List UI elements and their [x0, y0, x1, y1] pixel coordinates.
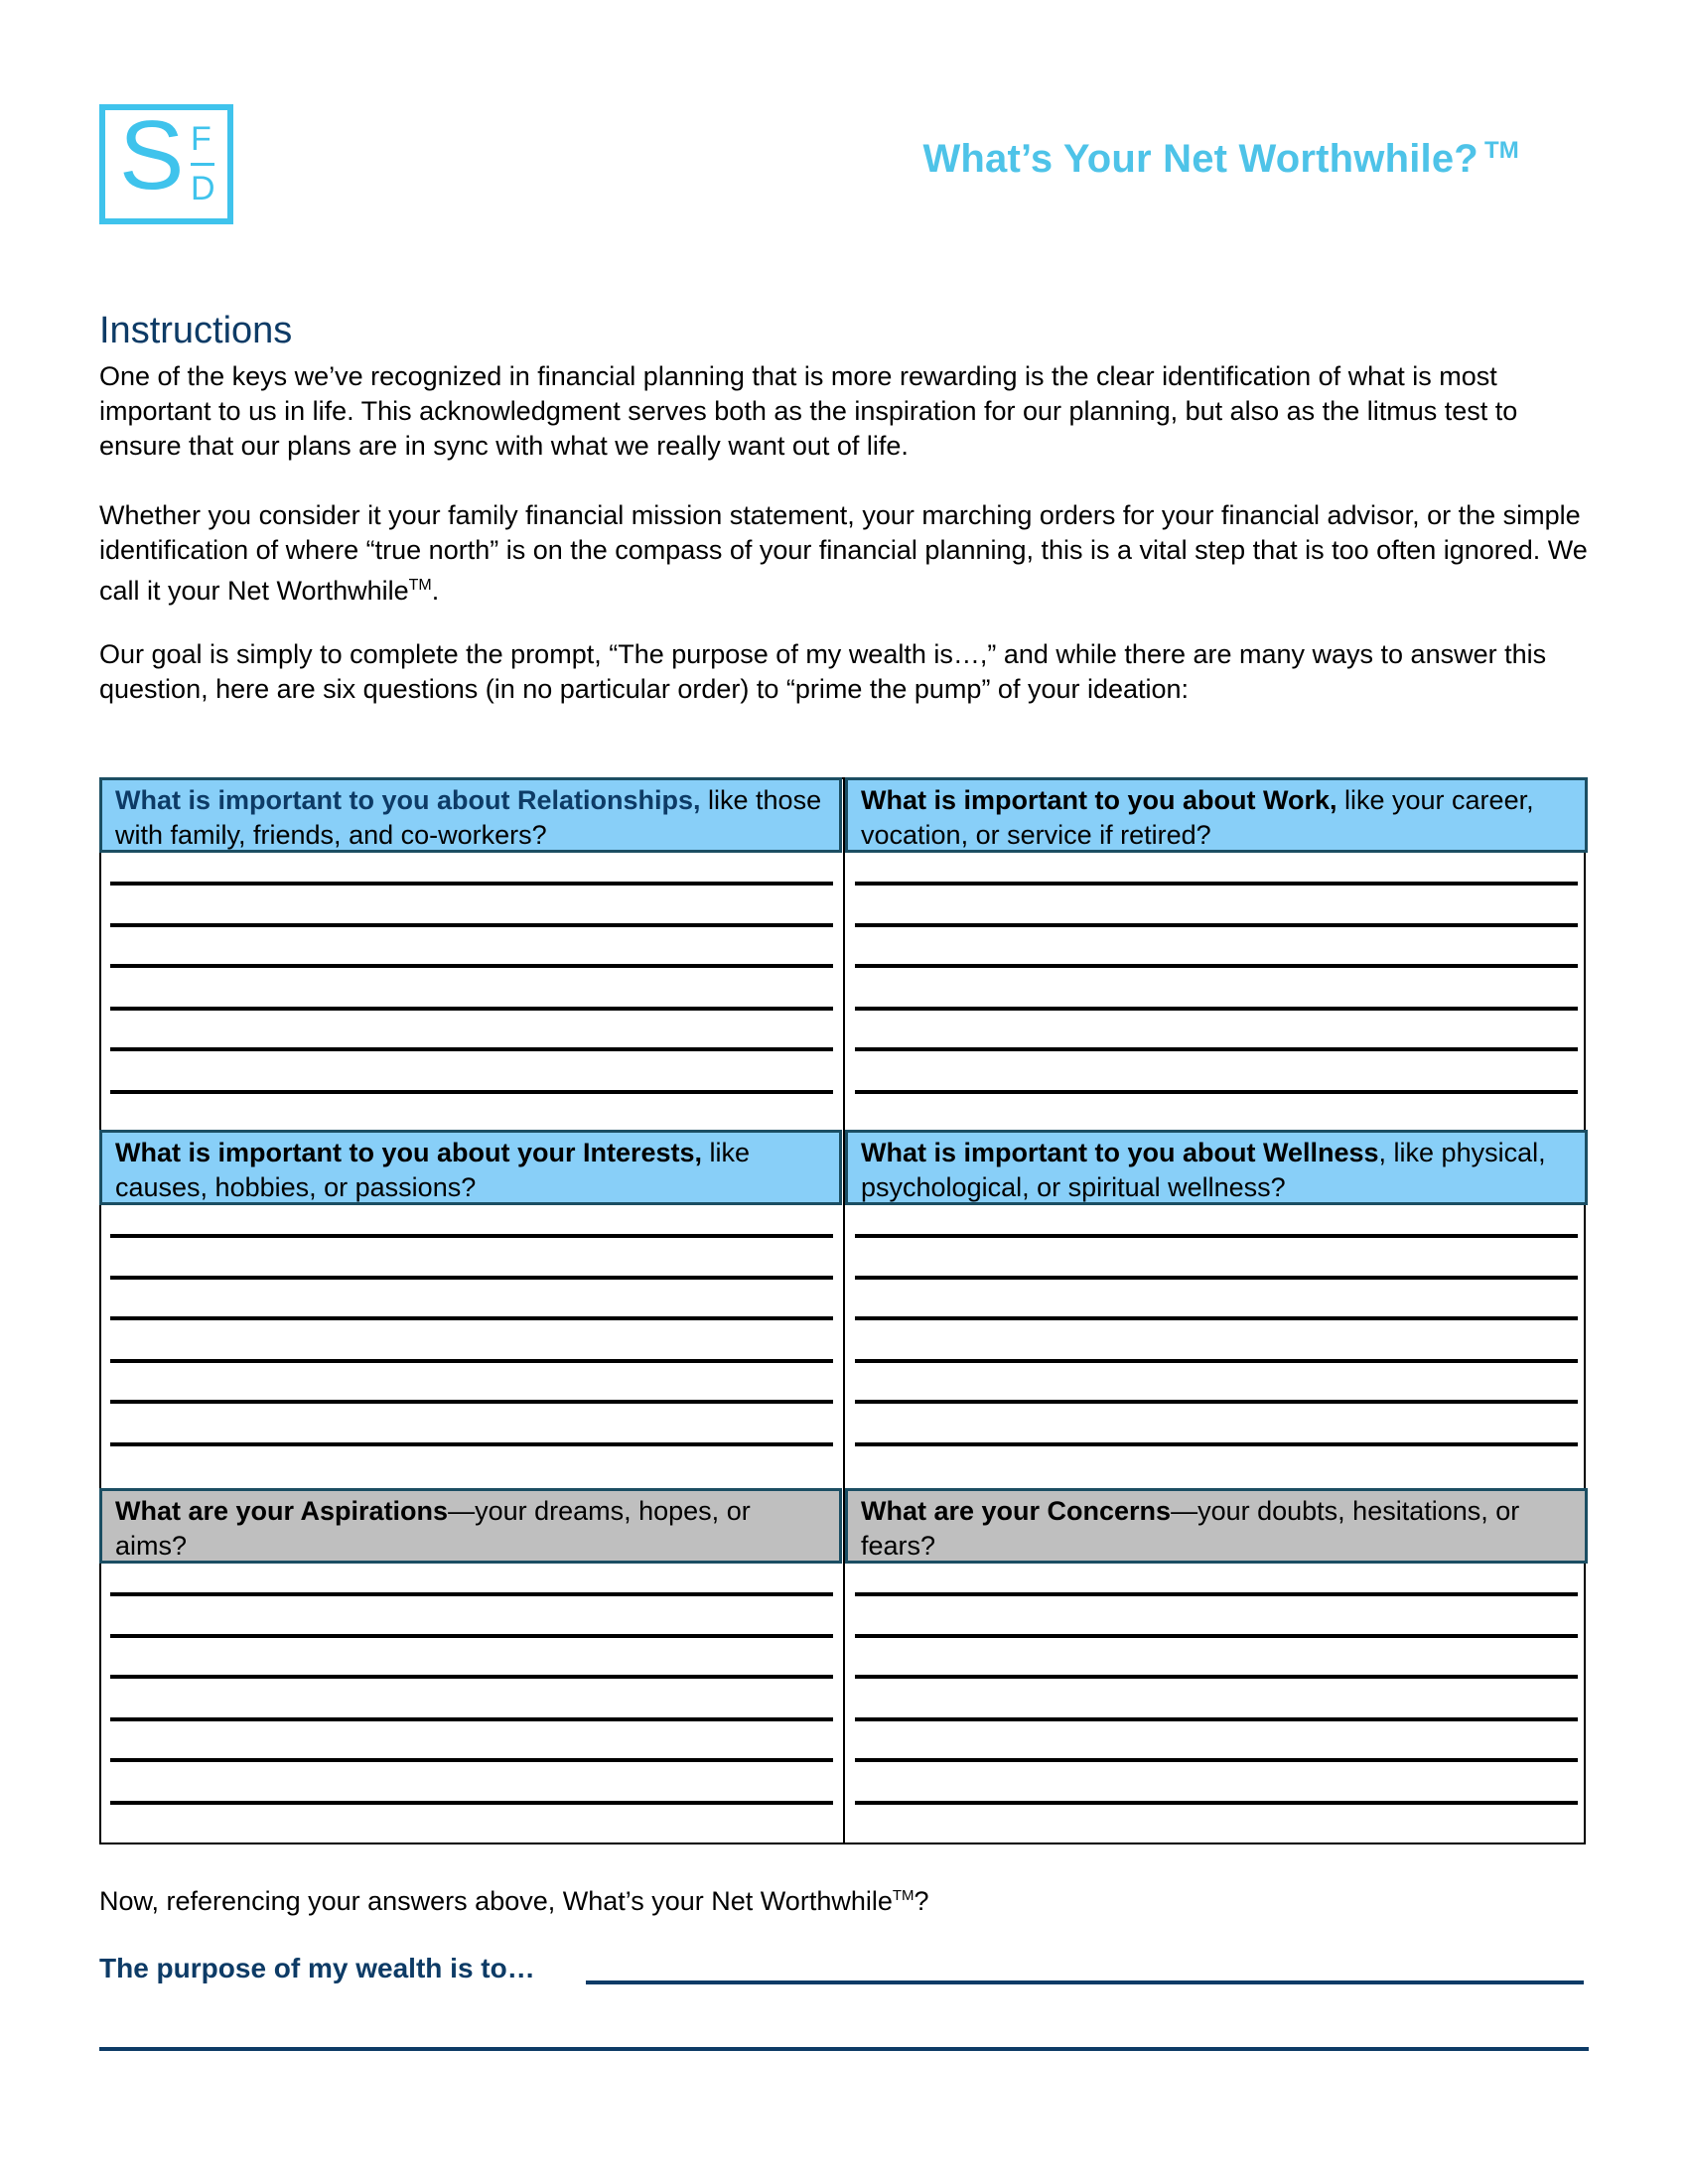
- answer-line[interactable]: [110, 1634, 833, 1638]
- instructions-heading: Instructions: [99, 310, 293, 351]
- question-header-6: [845, 1488, 1588, 1564]
- question-header-5: [99, 1488, 842, 1564]
- answer-line[interactable]: [110, 1234, 833, 1238]
- question-detail: —your dreams, hopes, or aims?: [115, 1496, 751, 1561]
- answer-line[interactable]: [855, 1592, 1578, 1596]
- answer-line[interactable]: [110, 1359, 833, 1363]
- document-title: [922, 137, 1519, 182]
- answer-line[interactable]: [855, 1090, 1578, 1094]
- logo-letter-s: S: [119, 100, 185, 209]
- trademark-mark: TM: [1483, 137, 1519, 164]
- question-header-3: [99, 1130, 842, 1205]
- answer-line[interactable]: [110, 1007, 833, 1011]
- answer-line[interactable]: [855, 1758, 1578, 1762]
- question-header-2: [845, 777, 1588, 853]
- sfd-logo: [99, 100, 233, 224]
- trademark-mark: TM: [408, 577, 432, 594]
- answer-line[interactable]: [855, 1442, 1578, 1446]
- answer-line[interactable]: [110, 1276, 833, 1280]
- answer-line[interactable]: [110, 1400, 833, 1404]
- instructions-paragraph-2: [99, 498, 1599, 609]
- purpose-answer-line-1[interactable]: [586, 1980, 1584, 1984]
- answer-line[interactable]: [110, 1442, 833, 1446]
- answer-line[interactable]: [855, 1717, 1578, 1721]
- answer-line[interactable]: [855, 882, 1578, 886]
- answer-line[interactable]: [855, 1675, 1578, 1679]
- question-keyword: What is important to you about your Interests,: [115, 1138, 703, 1167]
- instructions-paragraph-1: One of the keys we’ve recognized in financial planning that is more rewarding is the clear identification of what is most important to us in life. This acknowledgment serves both as the inspiration for our planning, but also as the litmus test to ensure that our plans are in sync with what we really want out of life.: [99, 361, 1518, 461]
- logo-letter-d: D: [191, 170, 215, 207]
- question-detail: , like physical, psychological, or spiritual wellness?: [861, 1138, 1546, 1202]
- final-prompt: [99, 1886, 929, 1917]
- answer-line[interactable]: [110, 1801, 833, 1805]
- answer-line[interactable]: [855, 1316, 1578, 1320]
- answer-line[interactable]: [855, 964, 1578, 968]
- answer-line[interactable]: [855, 1007, 1578, 1011]
- logo-letter-f: F: [191, 120, 211, 158]
- answer-line[interactable]: [855, 1047, 1578, 1051]
- logo-divider: [191, 163, 214, 166]
- answer-line[interactable]: [110, 964, 833, 968]
- question-keyword: What is important to you about Wellness: [861, 1138, 1379, 1167]
- paragraph-2-period: .: [431, 576, 440, 606]
- question-detail: like your career, vocation, or service if retired?: [861, 785, 1534, 850]
- question-detail: like causes, hobbies, or passions?: [115, 1138, 751, 1202]
- final-prompt-text: Now, referencing your answers above, What’s your Net Worthwhile: [99, 1886, 893, 1916]
- question-detail: like those with family, friends, and co-workers?: [115, 785, 822, 850]
- column-divider: [843, 777, 845, 1844]
- question-keyword: What is important to you about Work,: [861, 785, 1337, 815]
- instructions-paragraph-3: Our goal is simply to complete the prompt, “The purpose of my wealth is…,” and while there are many ways to answer this question, here are six questions (in no particular order) to “prime the pump” of your ideation:: [99, 639, 1547, 704]
- answer-line[interactable]: [855, 923, 1578, 927]
- answer-line[interactable]: [855, 1234, 1578, 1238]
- question-header-1: [99, 777, 842, 853]
- answer-line[interactable]: [110, 1758, 833, 1762]
- paragraph-2-text: Whether you consider it your family financial mission statement, your marching orders for your financial advisor, or the simple identification of where “true north” is on the compass of your financial planning, this is a vital step that is too often ignored. We call it your Net Worthwhile: [99, 500, 1588, 606]
- answer-line[interactable]: [855, 1634, 1578, 1638]
- trademark-mark: TM: [892, 1887, 914, 1904]
- answer-line[interactable]: [110, 882, 833, 886]
- question-keyword: What are your Aspirations: [115, 1496, 449, 1526]
- answer-line[interactable]: [110, 1717, 833, 1721]
- answer-line[interactable]: [855, 1400, 1578, 1404]
- purpose-answer-line-2[interactable]: [99, 2047, 1589, 2051]
- question-header-4: [845, 1130, 1588, 1205]
- answer-line[interactable]: [110, 1316, 833, 1320]
- question-keyword: What is important to you about Relationships,: [115, 785, 701, 815]
- title-text: What’s Your Net Worthwhile?: [922, 137, 1478, 181]
- answer-line[interactable]: [855, 1801, 1578, 1805]
- question-keyword: What are your Concerns: [861, 1496, 1172, 1526]
- answer-line[interactable]: [110, 1592, 833, 1596]
- question-detail: —your doubts, hesitations, or fears?: [861, 1496, 1520, 1561]
- final-prompt-end: ?: [914, 1886, 929, 1916]
- answer-line[interactable]: [855, 1359, 1578, 1363]
- purpose-label: The purpose of my wealth is to…: [99, 1953, 535, 1983]
- answer-line[interactable]: [110, 1047, 833, 1051]
- answer-line[interactable]: [110, 923, 833, 927]
- answer-line[interactable]: [110, 1675, 833, 1679]
- answer-line[interactable]: [855, 1276, 1578, 1280]
- answer-line[interactable]: [110, 1090, 833, 1094]
